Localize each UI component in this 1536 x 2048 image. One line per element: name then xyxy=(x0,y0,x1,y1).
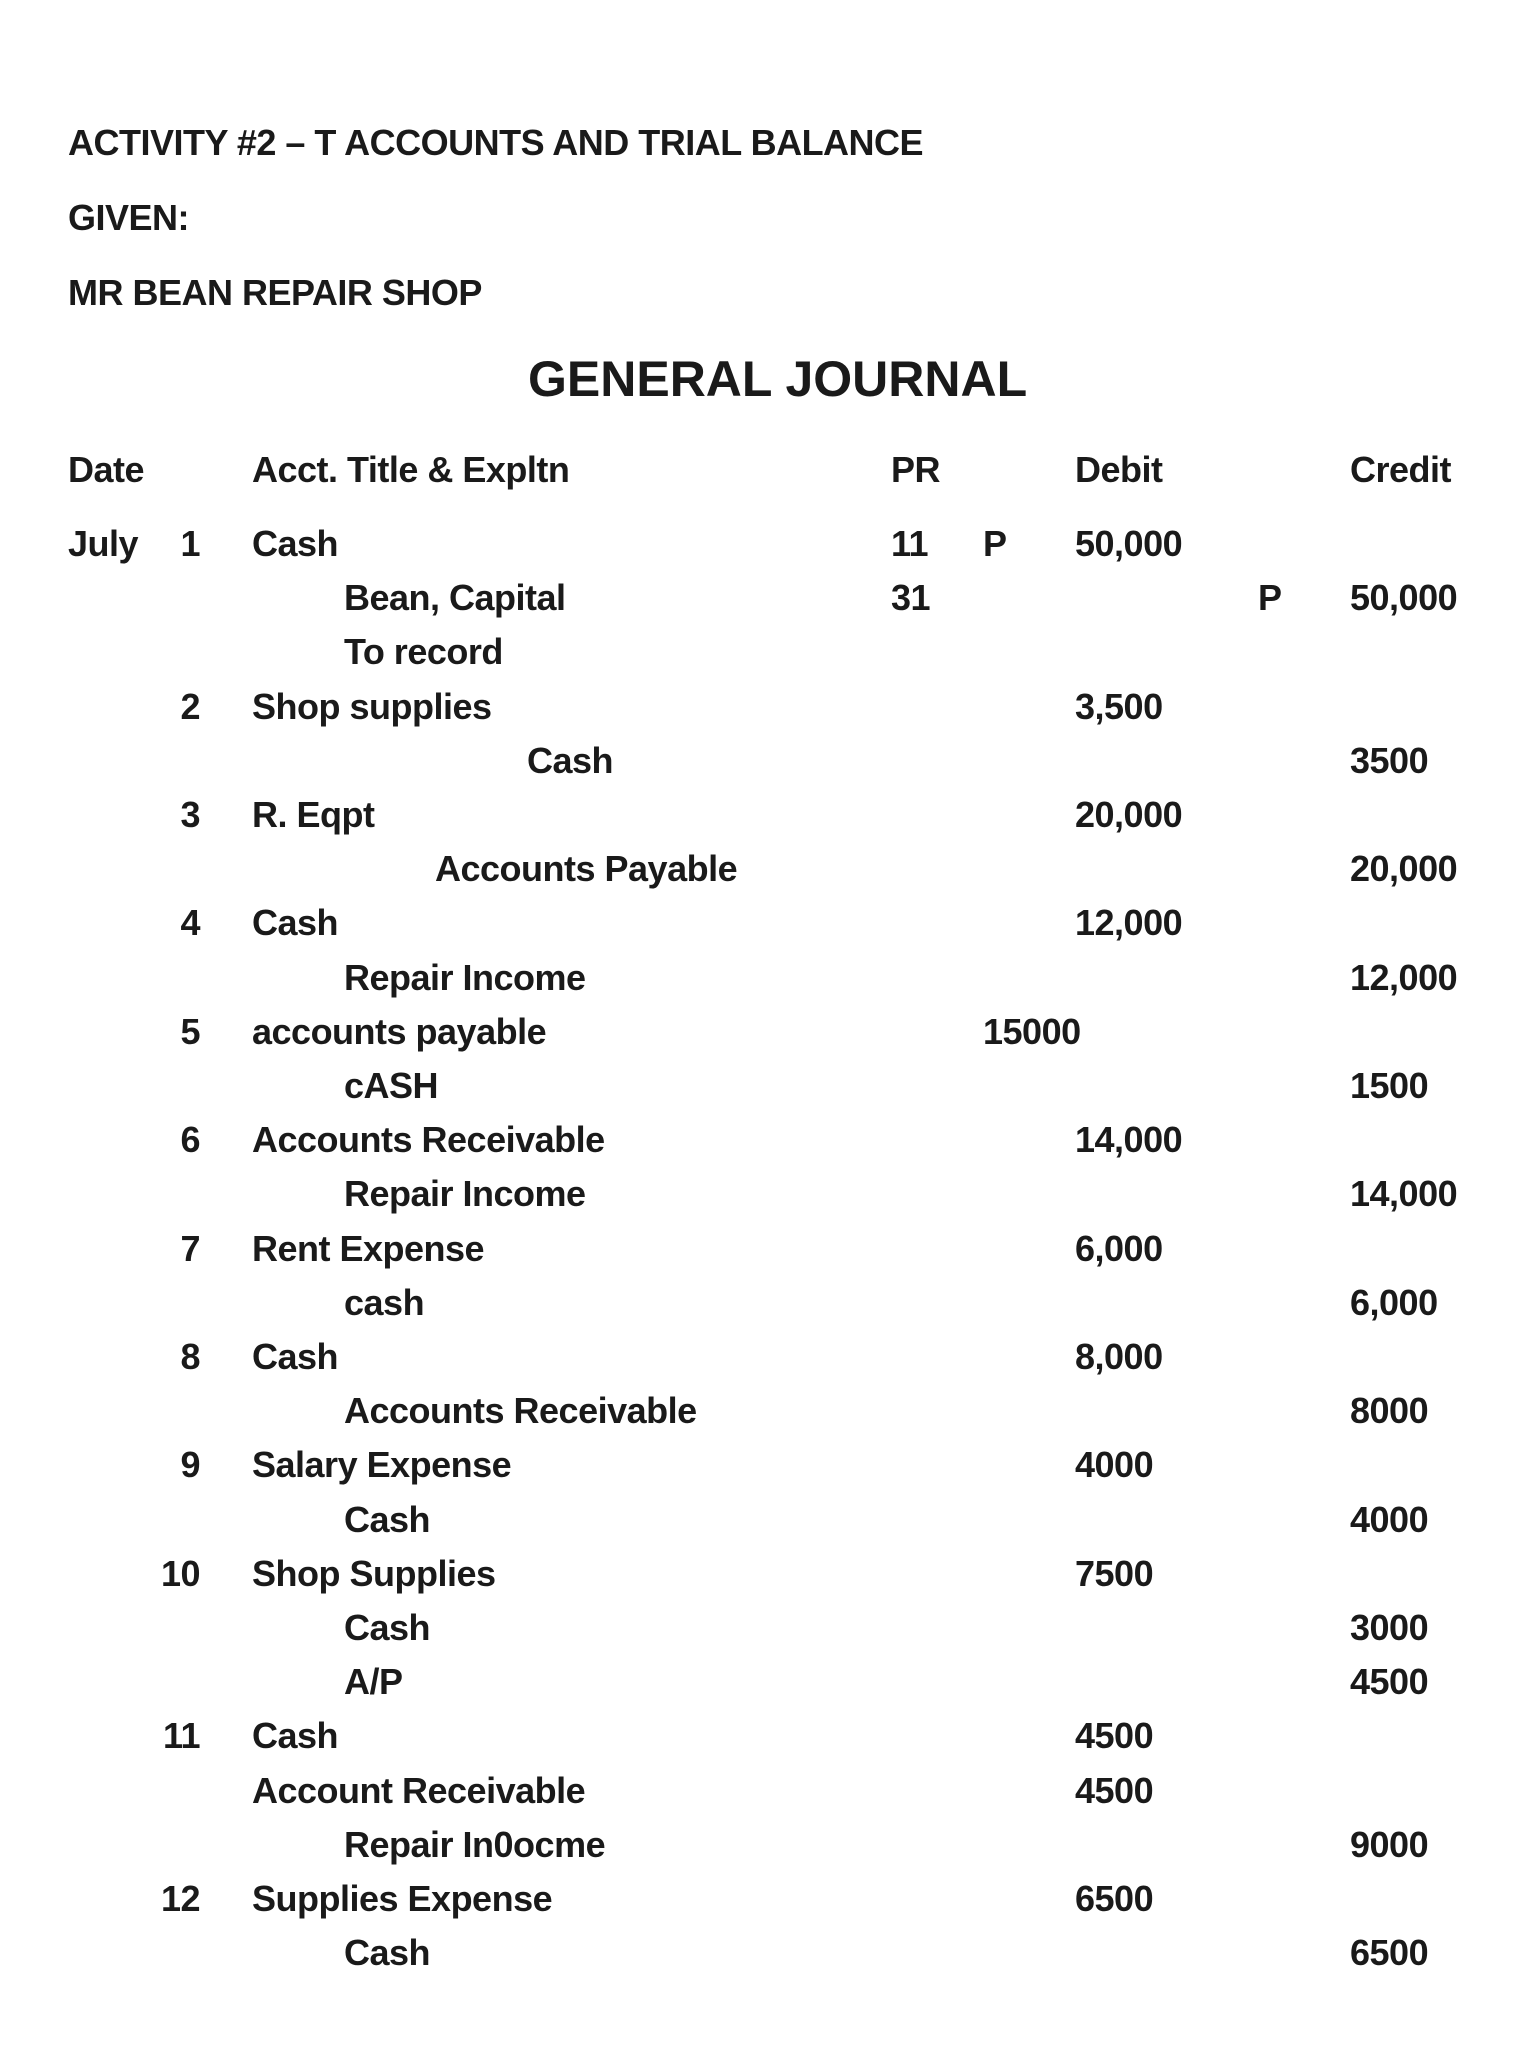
debit-amount: 50,000 xyxy=(1075,523,1183,564)
account-title: Cash xyxy=(527,739,614,781)
date-day: 3 xyxy=(180,794,200,835)
journal-row xyxy=(0,1390,1536,1447)
journal-row xyxy=(0,1769,1536,1827)
journal-row xyxy=(0,631,1536,688)
credit-amount: 50,000 xyxy=(1350,577,1458,619)
debit-amount: 4500 xyxy=(1075,1769,1154,1811)
credit-amount: 4500 xyxy=(1350,1661,1429,1703)
journal-row xyxy=(0,1498,1536,1556)
credit-amount: 3000 xyxy=(1350,1607,1429,1648)
debit-amount: 8,000 xyxy=(1075,1336,1163,1377)
date-day: 11 xyxy=(162,1715,200,1757)
account-title: Salary Expense xyxy=(252,1444,512,1486)
date-day: 9 xyxy=(180,1444,200,1486)
credit-amount: 6500 xyxy=(1350,1932,1429,1974)
journal-title: GENERAL JOURNAL xyxy=(528,351,1028,407)
column-header-credit: Credit xyxy=(1350,449,1452,490)
debit-amount: 14,000 xyxy=(1075,1119,1183,1161)
account-title: Cash xyxy=(344,1607,431,1648)
credit-amount: 6,000 xyxy=(1350,1281,1438,1323)
journal-row xyxy=(0,1119,1536,1176)
date-day: 4 xyxy=(180,902,200,944)
debit-amount: 20,000 xyxy=(1075,794,1183,835)
debit-amount: 4500 xyxy=(1075,1715,1154,1757)
account-title: Repair Income xyxy=(344,1173,586,1215)
debit-posting-mark: P xyxy=(983,523,1007,564)
journal-row xyxy=(0,1173,1536,1230)
journal-row xyxy=(0,902,1536,959)
column-header-debit: Debit xyxy=(1075,449,1163,490)
credit-amount: 9000 xyxy=(1350,1823,1429,1865)
account-title: Accounts Payable xyxy=(435,848,738,890)
debit-amount: 7500 xyxy=(1075,1552,1154,1594)
journal-row xyxy=(0,1444,1536,1501)
credit-amount: 3500 xyxy=(1350,739,1429,781)
debit-amount: 3,500 xyxy=(1075,685,1163,727)
account-title: Cash xyxy=(252,1336,339,1377)
journal-row xyxy=(0,1715,1536,1772)
account-title: Supplies Expense xyxy=(252,1878,553,1919)
debit-amount: 4000 xyxy=(1075,1444,1154,1486)
date-day: 10 xyxy=(160,1552,200,1594)
given-label: GIVEN: xyxy=(68,197,190,238)
credit-amount: 4000 xyxy=(1350,1498,1429,1540)
date-day: 12 xyxy=(160,1878,200,1919)
account-title: Accounts Receivable xyxy=(344,1390,697,1432)
date-day: 1 xyxy=(180,523,200,564)
debit-amount: 6,000 xyxy=(1075,1227,1163,1269)
journal-row xyxy=(0,685,1536,743)
journal-row xyxy=(0,739,1536,797)
date-day: 7 xyxy=(180,1227,200,1269)
journal-row xyxy=(0,794,1536,851)
account-title: Accounts Receivable xyxy=(252,1119,605,1161)
journal-row xyxy=(0,1281,1536,1339)
company-name: MR BEAN REPAIR SHOP xyxy=(68,272,482,313)
account-title: Repair Income xyxy=(344,956,586,998)
journal-row xyxy=(0,956,1536,1014)
credit-amount: 8000 xyxy=(1350,1390,1429,1432)
date-day: 8 xyxy=(180,1336,200,1377)
account-title: cash xyxy=(344,1281,425,1323)
credit-amount: 12,000 xyxy=(1350,956,1458,998)
debit-amount: 12,000 xyxy=(1075,902,1183,944)
column-header-pr: PR xyxy=(891,449,941,490)
account-title: Cash xyxy=(344,1932,431,1974)
credit-amount: 1500 xyxy=(1350,1065,1429,1106)
account-title: A/P xyxy=(344,1661,403,1703)
journal-row xyxy=(0,1823,1536,1881)
account-title: Bean, Capital xyxy=(344,577,566,619)
account-title: cASH xyxy=(344,1065,439,1106)
credit-amount: 20,000 xyxy=(1350,848,1458,890)
column-header-title: Acct. Title & Expltn xyxy=(252,449,570,490)
posting-reference: 31 xyxy=(891,577,931,619)
journal-row xyxy=(0,1227,1536,1285)
journal-row xyxy=(0,523,1536,580)
journal-row xyxy=(0,848,1536,905)
debit-posting-mark: 15000 xyxy=(983,1010,1081,1052)
account-title: Shop Supplies xyxy=(252,1552,496,1594)
activity-heading: ACTIVITY #2 – T ACCOUNTS AND TRIAL BALANCE xyxy=(68,122,924,163)
journal-row xyxy=(0,1336,1536,1393)
account-title: Cash xyxy=(252,902,339,944)
credit-posting-mark: P xyxy=(1258,577,1282,619)
date-day: 5 xyxy=(180,1010,200,1052)
column-header-date: Date xyxy=(68,449,145,490)
debit-amount: 6500 xyxy=(1075,1878,1154,1919)
account-title: Rent Expense xyxy=(252,1227,485,1269)
date-day: 6 xyxy=(180,1119,200,1161)
journal-row xyxy=(0,1065,1536,1122)
journal-row xyxy=(0,1552,1536,1610)
credit-amount: 14,000 xyxy=(1350,1173,1458,1215)
account-title: To record xyxy=(344,631,503,673)
journal-row xyxy=(0,1932,1536,1989)
date-day: 2 xyxy=(180,685,200,727)
journal-row xyxy=(0,577,1536,634)
journal-row xyxy=(0,1010,1536,1068)
journal-row xyxy=(0,1661,1536,1718)
account-title: Repair In0ocme xyxy=(344,1823,606,1865)
journal-row xyxy=(0,1607,1536,1664)
account-title: Cash xyxy=(344,1498,431,1540)
account-title: Account Receivable xyxy=(252,1769,586,1811)
posting-reference: 11 xyxy=(891,523,929,564)
account-title: Cash xyxy=(252,1715,339,1757)
journal-row xyxy=(0,1878,1536,1935)
date-month: July xyxy=(68,523,139,564)
account-title: R. Eqpt xyxy=(252,794,375,835)
account-title: Shop supplies xyxy=(252,685,492,727)
account-title: accounts payable xyxy=(252,1010,547,1052)
account-title: Cash xyxy=(252,523,339,564)
